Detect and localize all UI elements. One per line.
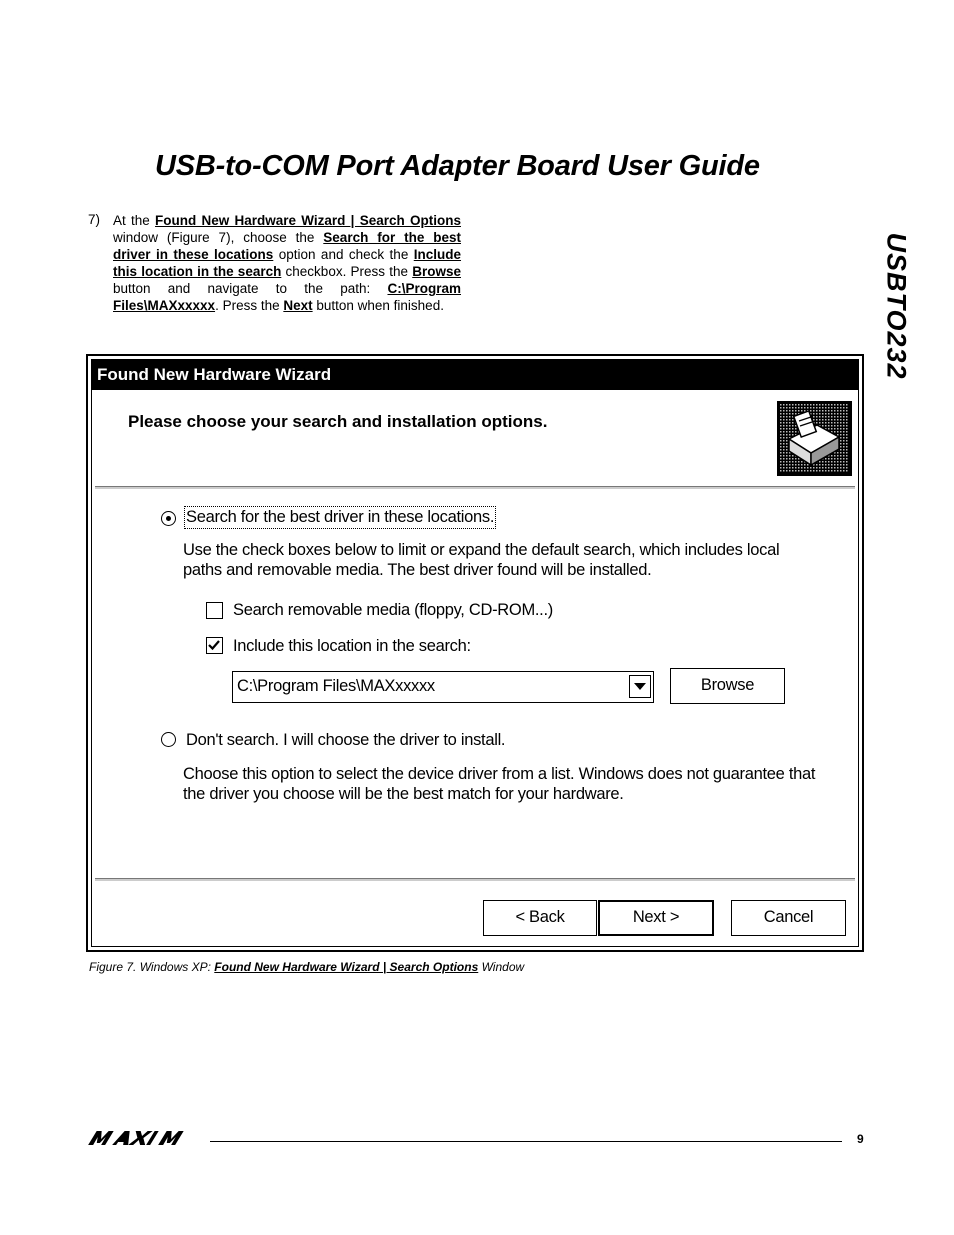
path-combobox-value[interactable]: C:\Program Files\MAXxxxxx [237, 677, 435, 695]
back-button[interactable]: < Back [483, 900, 597, 936]
figure-caption [89, 960, 524, 974]
step-text [113, 212, 461, 314]
browse-button[interactable]: Browse [670, 668, 785, 704]
wizard-frame [91, 359, 859, 947]
wizard-window [86, 354, 864, 952]
document-title: USB-to-COM Port Adapter Board User Guide [155, 150, 760, 182]
include-location-label[interactable]: Include this location in the search: [233, 637, 471, 655]
step-text-3: option and check the [273, 247, 414, 262]
step-bold-path: C:\Program Files\MAXxxxxx [113, 281, 461, 313]
dont-search-description-line1: Choose this option to select the device driver from a list. Windows does not guarantee that [183, 765, 816, 783]
step-text-1: At the [113, 213, 156, 228]
dont-search-label[interactable]: Don't search. I will choose the driver to install. [186, 731, 506, 749]
include-location-checkbox[interactable] [206, 637, 223, 654]
search-removable-media-label[interactable]: Search removable media (floppy, CD-ROM...) [233, 601, 553, 619]
step-text-6: . Press the [215, 298, 284, 313]
search-description-line2: paths and removable media. The best driver found will be installed. [183, 561, 652, 579]
dont-search-radio[interactable] [161, 732, 176, 747]
step-bold-browse: Browse [412, 264, 461, 279]
caption-suffix: Window [478, 960, 525, 974]
wizard-heading: Please choose your search and installation options. [128, 412, 548, 431]
search-best-driver-label[interactable]: Search for the best driver in these locations. [186, 508, 495, 526]
side-title [876, 216, 916, 396]
bottom-separator [95, 878, 855, 882]
search-removable-media-checkbox[interactable] [206, 602, 223, 619]
checkmark-icon [207, 638, 221, 652]
page-number: 9 [857, 1132, 864, 1146]
search-description-line1: Use the check boxes below to limit or expand the default search, which includes local [183, 541, 780, 559]
step-text-4: checkbox. Press the [281, 264, 413, 279]
footer-rule [210, 1141, 842, 1142]
path-combobox[interactable] [232, 671, 654, 703]
combobox-dropdown-button[interactable] [629, 675, 651, 698]
step-bold-checkbox: Include this location in the search [113, 247, 462, 279]
maxim-logo [88, 1130, 200, 1151]
maxim-logo-graphic [88, 1130, 200, 1146]
step-text-5: button and navigate to the path: [113, 281, 388, 296]
cancel-button[interactable]: Cancel [731, 900, 846, 936]
search-best-driver-radio[interactable] [161, 511, 176, 526]
hardware-wizard-icon [777, 401, 852, 476]
chevron-down-icon [633, 682, 647, 691]
caption-prefix: Figure 7. Windows XP: [89, 960, 215, 974]
top-separator [95, 486, 855, 490]
side-title-text: USBTO232 [881, 232, 912, 380]
step-number: 7) [88, 212, 101, 227]
next-button[interactable]: Next > [598, 900, 714, 936]
step-bold-next: Next [283, 298, 313, 313]
step-text-2: window (Figure 7), choose the [113, 230, 324, 245]
radio-selected-dot [166, 516, 171, 521]
dont-search-description-line2: the driver you choose will be the best match for your hardware. [183, 785, 624, 803]
caption-bold: Found New Hardware Wizard | Search Options [214, 960, 479, 974]
wizard-title-bar: Found New Hardware Wizard [92, 360, 858, 390]
step-bold-window: Found New Hardware Wizard | Search Options [155, 213, 461, 228]
step-text-7: button when finished. [312, 298, 444, 313]
step-bold-option: Search for the best driver in these locations [113, 230, 461, 262]
